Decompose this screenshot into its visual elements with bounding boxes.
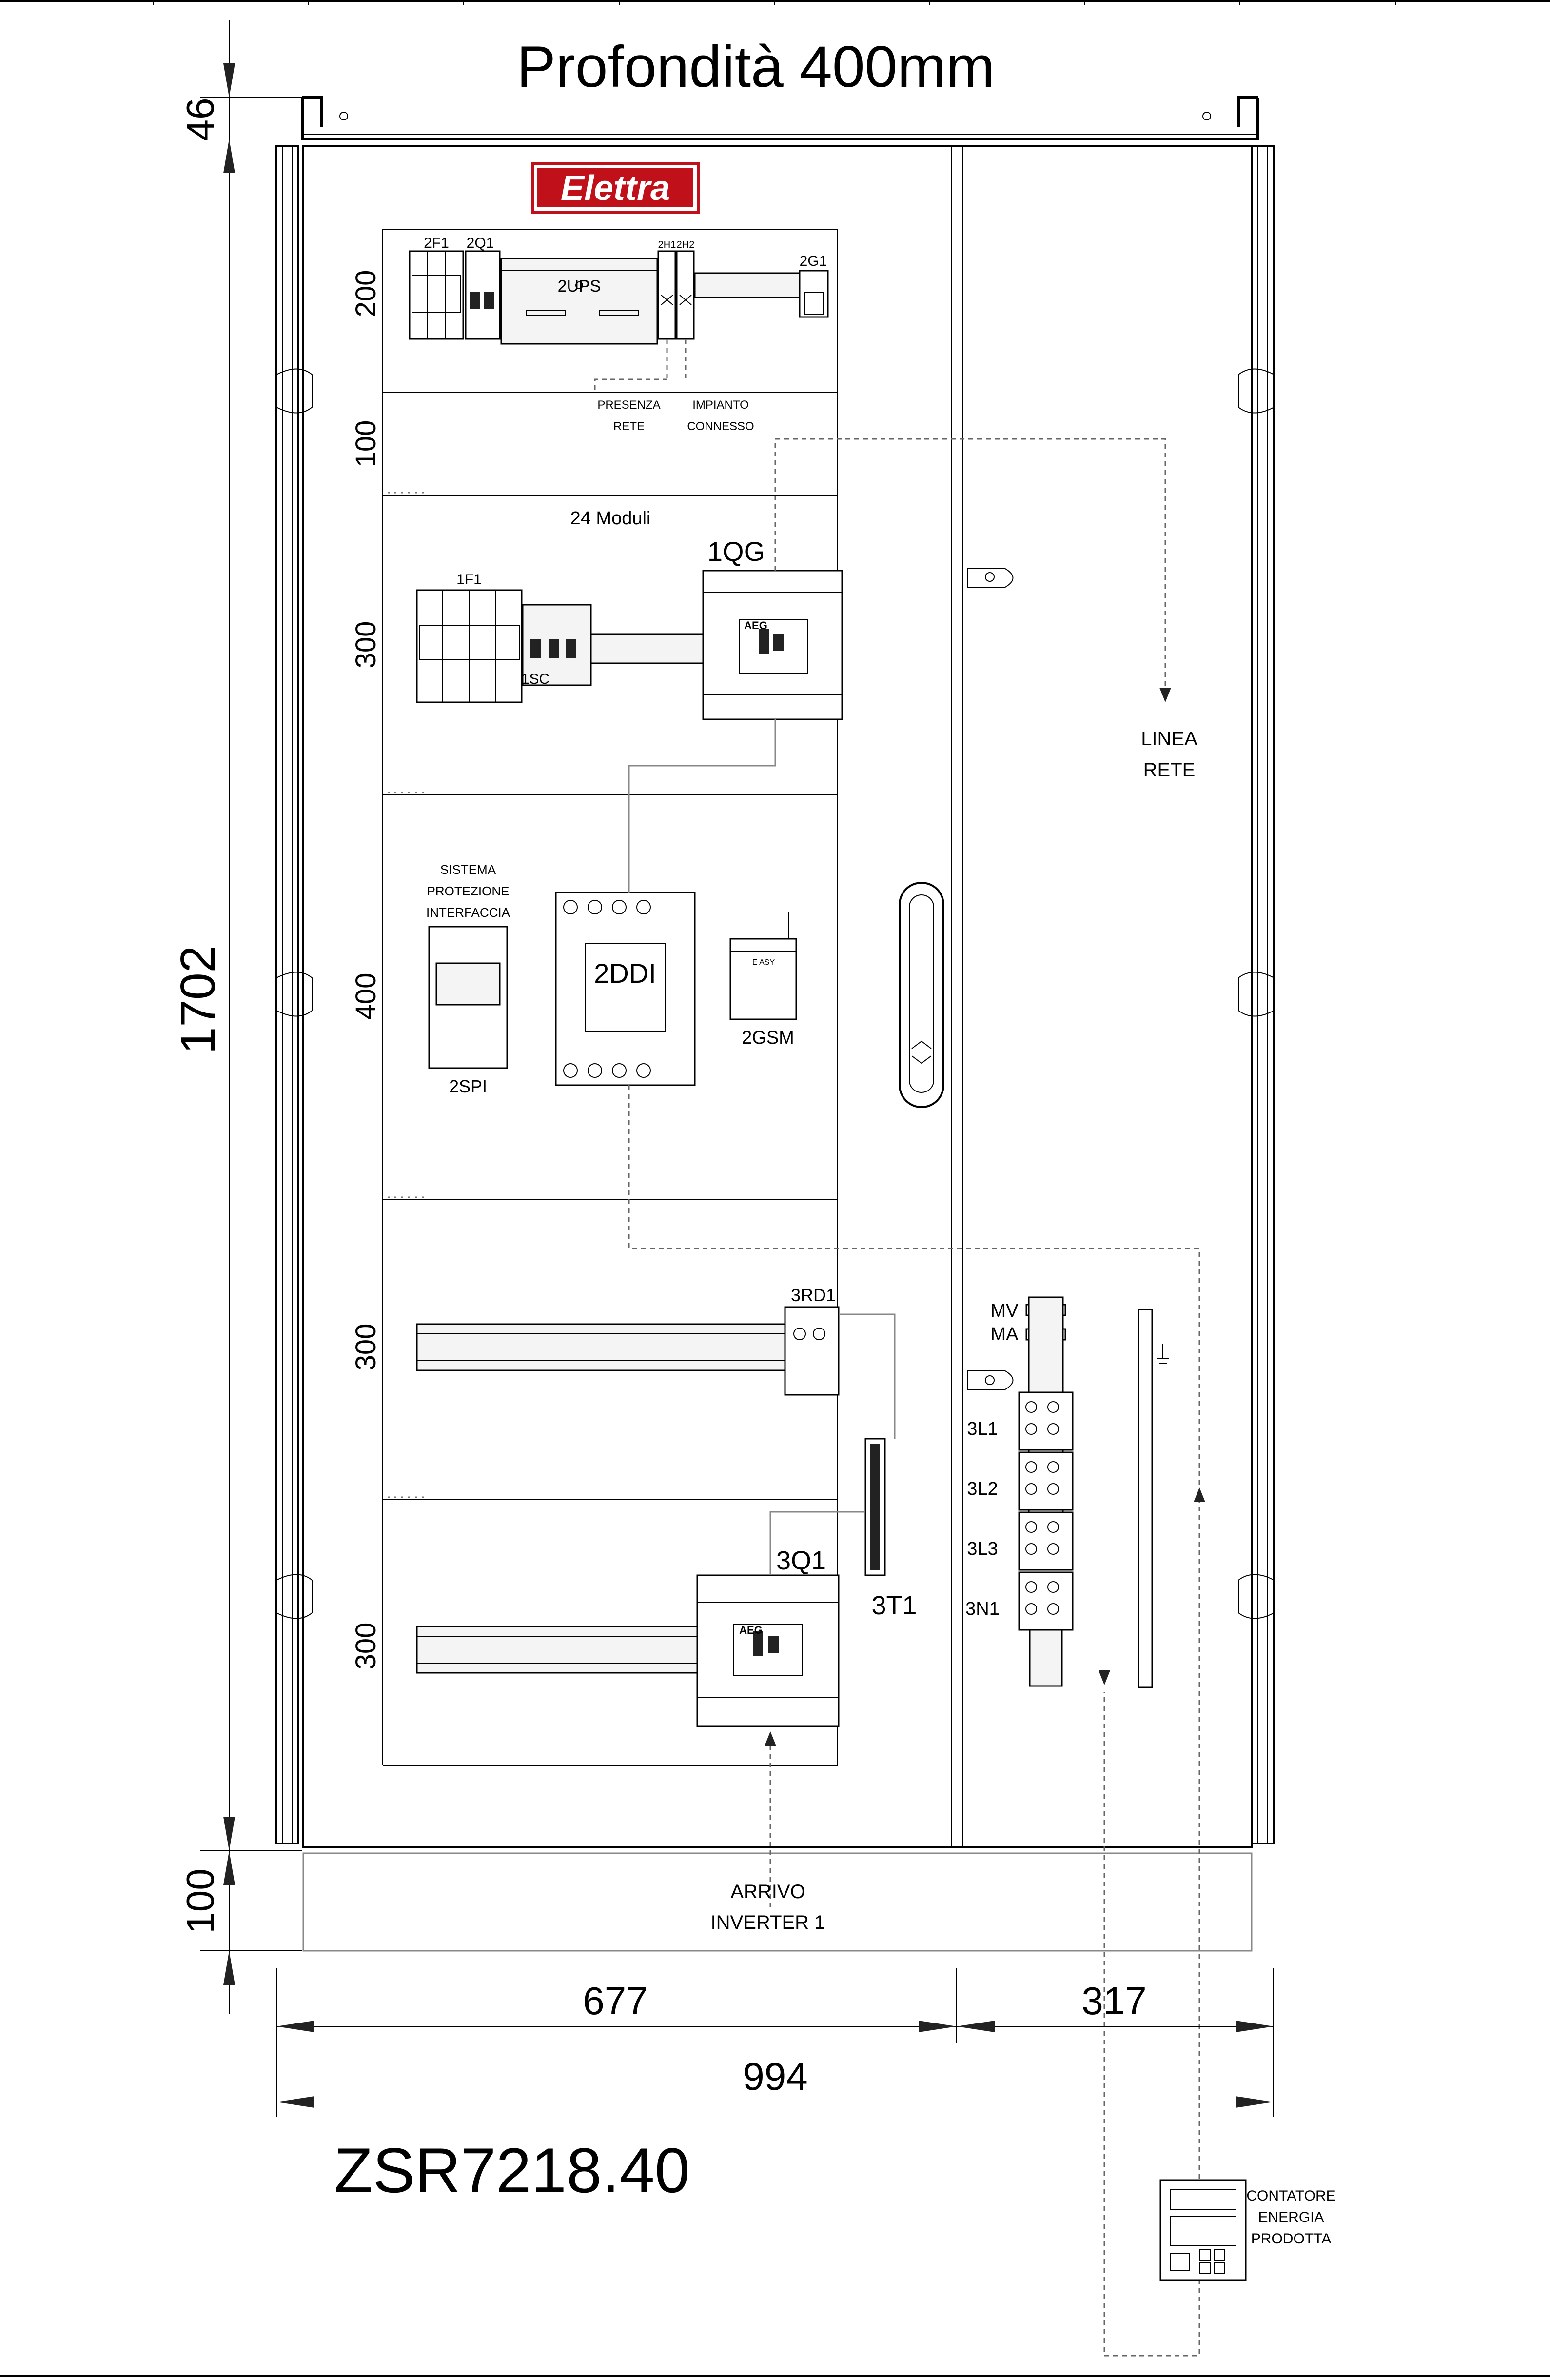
label-3l3: 3L3 bbox=[967, 1539, 998, 1559]
label-mv: MV bbox=[990, 1301, 1019, 1321]
label-impianto-2: CONNESSO bbox=[687, 420, 754, 433]
energy-meter bbox=[1160, 2180, 1246, 2280]
row-height-3: 300 bbox=[350, 621, 382, 669]
label-linea-2: RETE bbox=[1143, 759, 1196, 781]
model-code: ZSR7218.40 bbox=[334, 2135, 690, 2206]
label-2ups: 2UPS bbox=[557, 277, 601, 296]
label-2h2: 2H2 bbox=[676, 239, 695, 250]
door-handle bbox=[900, 883, 943, 1107]
row-4-devices bbox=[429, 892, 796, 1085]
drawing-title: Profondità 400mm bbox=[516, 34, 995, 99]
label-2h1: 2H1 bbox=[658, 239, 676, 250]
row-1-devices bbox=[410, 251, 828, 378]
row-6-devices bbox=[417, 1575, 839, 1726]
row-height-1: 200 bbox=[350, 270, 382, 317]
left-side-frame bbox=[276, 146, 312, 1844]
label-2q1: 2Q1 bbox=[466, 235, 494, 251]
dim-right-width: 317 bbox=[1081, 1979, 1147, 2023]
dim-height: 1702 bbox=[171, 945, 225, 1054]
row-5-devices bbox=[417, 1307, 839, 1395]
brand-logo-text: Elettra bbox=[560, 169, 670, 208]
label-contatore-2: ENERGIA bbox=[1258, 2209, 1324, 2225]
label-3t1: 3T1 bbox=[871, 1591, 917, 1620]
label-1qg: 1QG bbox=[707, 536, 765, 567]
label-3rd1: 3RD1 bbox=[790, 1285, 836, 1305]
row-height-4: 400 bbox=[350, 972, 382, 1020]
right-compartment-locks bbox=[968, 568, 1013, 1390]
label-impianto-1: IMPIANTO bbox=[692, 398, 749, 412]
label-2spi: 2SPI bbox=[449, 1076, 488, 1096]
label-aeg-3q1: AEG bbox=[739, 1624, 763, 1636]
label-contatore-3: PRODOTTA bbox=[1251, 2231, 1332, 2247]
label-arrivo-1: ARRIVO bbox=[730, 1881, 805, 1903]
label-presenza-1: PRESENZA bbox=[597, 398, 661, 412]
dim-top-offset: 46 bbox=[178, 98, 222, 141]
label-ma: MA bbox=[990, 1324, 1019, 1345]
label-spi-3: INTERFACCIA bbox=[426, 905, 510, 920]
label-contatore-1: CONTATORE bbox=[1246, 2188, 1336, 2204]
row-height-5: 300 bbox=[350, 1323, 382, 1371]
brand-logo bbox=[532, 163, 698, 212]
label-spi-2: PROTEZIONE bbox=[427, 884, 510, 898]
label-3l2: 3L2 bbox=[967, 1479, 998, 1499]
label-easy: E ASY bbox=[752, 958, 775, 967]
row-height-2: 100 bbox=[350, 420, 382, 468]
right-side-frame bbox=[1238, 146, 1274, 1844]
label-2f1: 2F1 bbox=[424, 235, 449, 251]
roof-plate bbox=[302, 98, 1258, 139]
label-2g1: 2G1 bbox=[799, 253, 827, 269]
label-arrivo-2: INVERTER 1 bbox=[710, 1912, 825, 1933]
row-3-devices bbox=[417, 571, 842, 719]
dim-base: 100 bbox=[178, 1868, 222, 1934]
label-3n1: 3N1 bbox=[965, 1599, 1000, 1619]
transformer-3t1 bbox=[865, 1439, 885, 1575]
label-2ddi: 2DDI bbox=[594, 958, 656, 989]
label-3q1: 3Q1 bbox=[776, 1546, 826, 1575]
label-2gsm: 2GSM bbox=[742, 1028, 794, 1048]
label-spi-1: SISTEMA bbox=[440, 862, 496, 877]
terminal-block bbox=[1019, 1297, 1169, 1687]
module-count: 24 Moduli bbox=[570, 508, 651, 529]
dim-total-width: 994 bbox=[743, 2055, 808, 2098]
label-aeg-1qg: AEG bbox=[744, 619, 767, 632]
dim-left-width: 677 bbox=[583, 1979, 648, 2023]
label-linea-1: LINEA bbox=[1141, 728, 1197, 750]
row-height-6: 300 bbox=[350, 1622, 382, 1670]
label-3l1: 3L1 bbox=[967, 1419, 998, 1439]
label-1sc: 1SC bbox=[521, 671, 550, 687]
label-presenza-2: RETE bbox=[613, 420, 645, 433]
label-1f1: 1F1 bbox=[456, 572, 482, 588]
